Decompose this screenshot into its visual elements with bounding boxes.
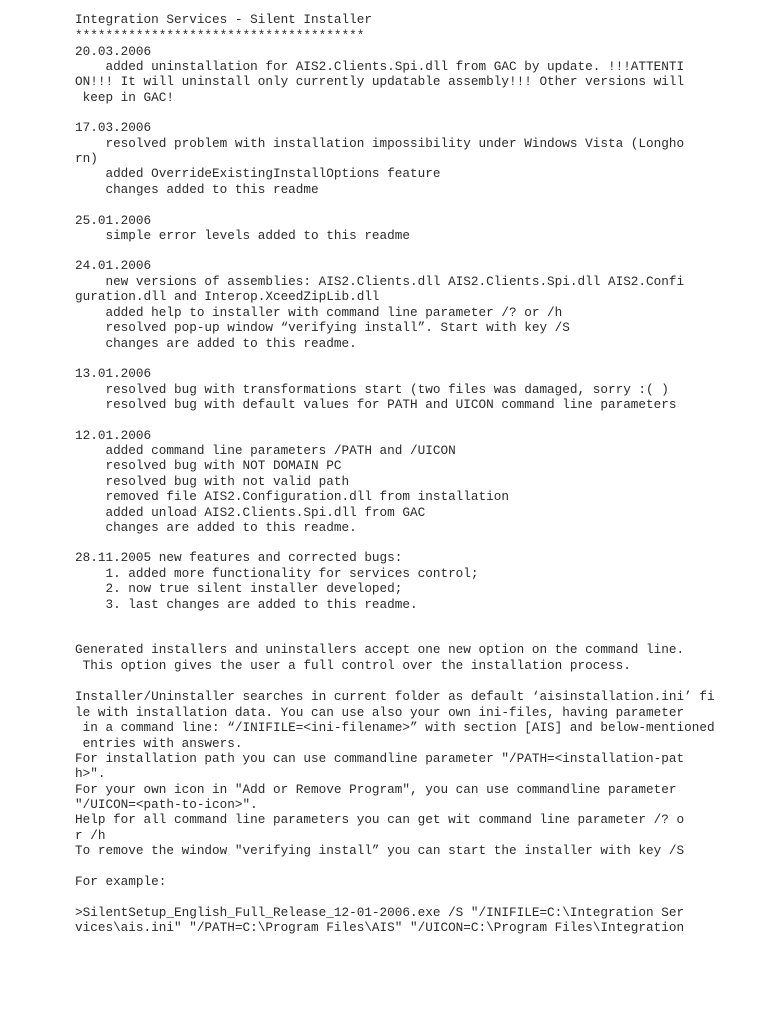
entry-text: changes added to this readme — [75, 182, 319, 197]
entry-date: 28.11.2005 new features and corrected bugs: — [75, 550, 403, 565]
entry-text: ON!!! It will uninstall only currently updatable assembly!!! Other versions will — [75, 74, 685, 89]
entry-text: resolved problem with installation impossibility under Windows Vista (Longho — [75, 136, 685, 151]
entry-text: added OverrideExistingInstallOptions feature — [75, 166, 441, 181]
entry-date: 17.03.2006 — [75, 120, 152, 135]
entry-text: added command line parameters /PATH and /UICON — [75, 443, 456, 458]
entry-text: added help to installer with command line parameter /? or /h — [75, 305, 563, 320]
paragraph-text: Installer/Uninstaller searches in current folder as default ‘aisinstallation.ini’ fi — [75, 689, 715, 704]
paragraph-text: To remove the window "verifying install” you can start the installer with key /S — [75, 843, 685, 858]
entry-text: rn) — [75, 151, 98, 166]
entry-date: 12.01.2006 — [75, 428, 152, 443]
entry-text: changes are added to this readme. — [75, 336, 357, 351]
paragraph-text: Generated installers and uninstallers accept one new option on the command line. — [75, 642, 685, 657]
entry-text: keep in GAC! — [75, 90, 174, 105]
entry-text: new versions of assemblies: AIS2.Clients.dll AIS2.Clients.Spi.dll AIS2.Confi — [75, 274, 685, 289]
paragraph-text: For installation path you can use commandline parameter "/PATH=<installation-pat — [75, 751, 685, 766]
paragraph-text: entries with answers. — [75, 736, 243, 751]
entry-date: 13.01.2006 — [75, 366, 152, 381]
entry-text: resolved bug with not valid path — [75, 474, 350, 489]
entry-date: 25.01.2006 — [75, 213, 152, 228]
entry-text: resolved bug with NOT DOMAIN PC — [75, 458, 342, 473]
paragraph-text: in a command line: “/INIFILE=<ini-filename>” with section [AIS] and below-mentioned — [75, 720, 715, 735]
entry-text: added unload AIS2.Clients.Spi.dll from GAC — [75, 505, 426, 520]
entry-date: 24.01.2006 — [75, 258, 152, 273]
title-underline: ************************************** — [75, 28, 365, 43]
entry-text: changes are added to this readme. — [75, 520, 357, 535]
paragraph-text: Help for all command line parameters you can get wit command line parameter /? o — [75, 812, 685, 827]
paragraph-text: r /h — [75, 828, 106, 843]
paragraph-text: This option gives the user a full control over the installation process. — [75, 658, 631, 673]
entry-text: 3. last changes are added to this readme. — [75, 597, 418, 612]
example-heading: For example: — [75, 874, 167, 889]
paragraph-text: h>". — [75, 766, 106, 781]
example-command: vices\ais.ini" "/PATH=C:\Program Files\AIS" "/UICON=C:\Program Files\Integration — [75, 920, 685, 935]
entry-text: guration.dll and Interop.XceedZipLib.dll — [75, 289, 380, 304]
entry-text: resolved bug with transformations start (two files was damaged, sorry :( ) — [75, 382, 669, 397]
paragraph-text: "/UICON=<path-to-icon>". — [75, 797, 258, 812]
document-title: Integration Services - Silent Installer — [75, 12, 372, 27]
example-command: >SilentSetup_English_Full_Release_12-01-2006.exe /S "/INIFILE=C:\Integration Ser — [75, 905, 685, 920]
entry-text: added uninstallation for AIS2.Clients.Spi.dll from GAC by update. !!!ATTENTI — [75, 59, 685, 74]
entry-text: resolved bug with default values for PATH and UICON command line parameters — [75, 397, 677, 412]
entry-text: removed file AIS2.Configuration.dll from installation — [75, 489, 509, 504]
paragraph-text: For your own icon in "Add or Remove Program", you can use commandline parameter — [75, 782, 677, 797]
entry-text: resolved pop-up window “verifying install”. Start with key /S — [75, 320, 570, 335]
entry-date: 20.03.2006 — [75, 44, 152, 59]
entry-text: 1. added more functionality for services control; — [75, 566, 479, 581]
paragraph-text: le with installation data. You can use also your own ini-files, having parameter — [75, 705, 685, 720]
entry-text: simple error levels added to this readme — [75, 228, 411, 243]
entry-text: 2. now true silent installer developed; — [75, 581, 403, 596]
